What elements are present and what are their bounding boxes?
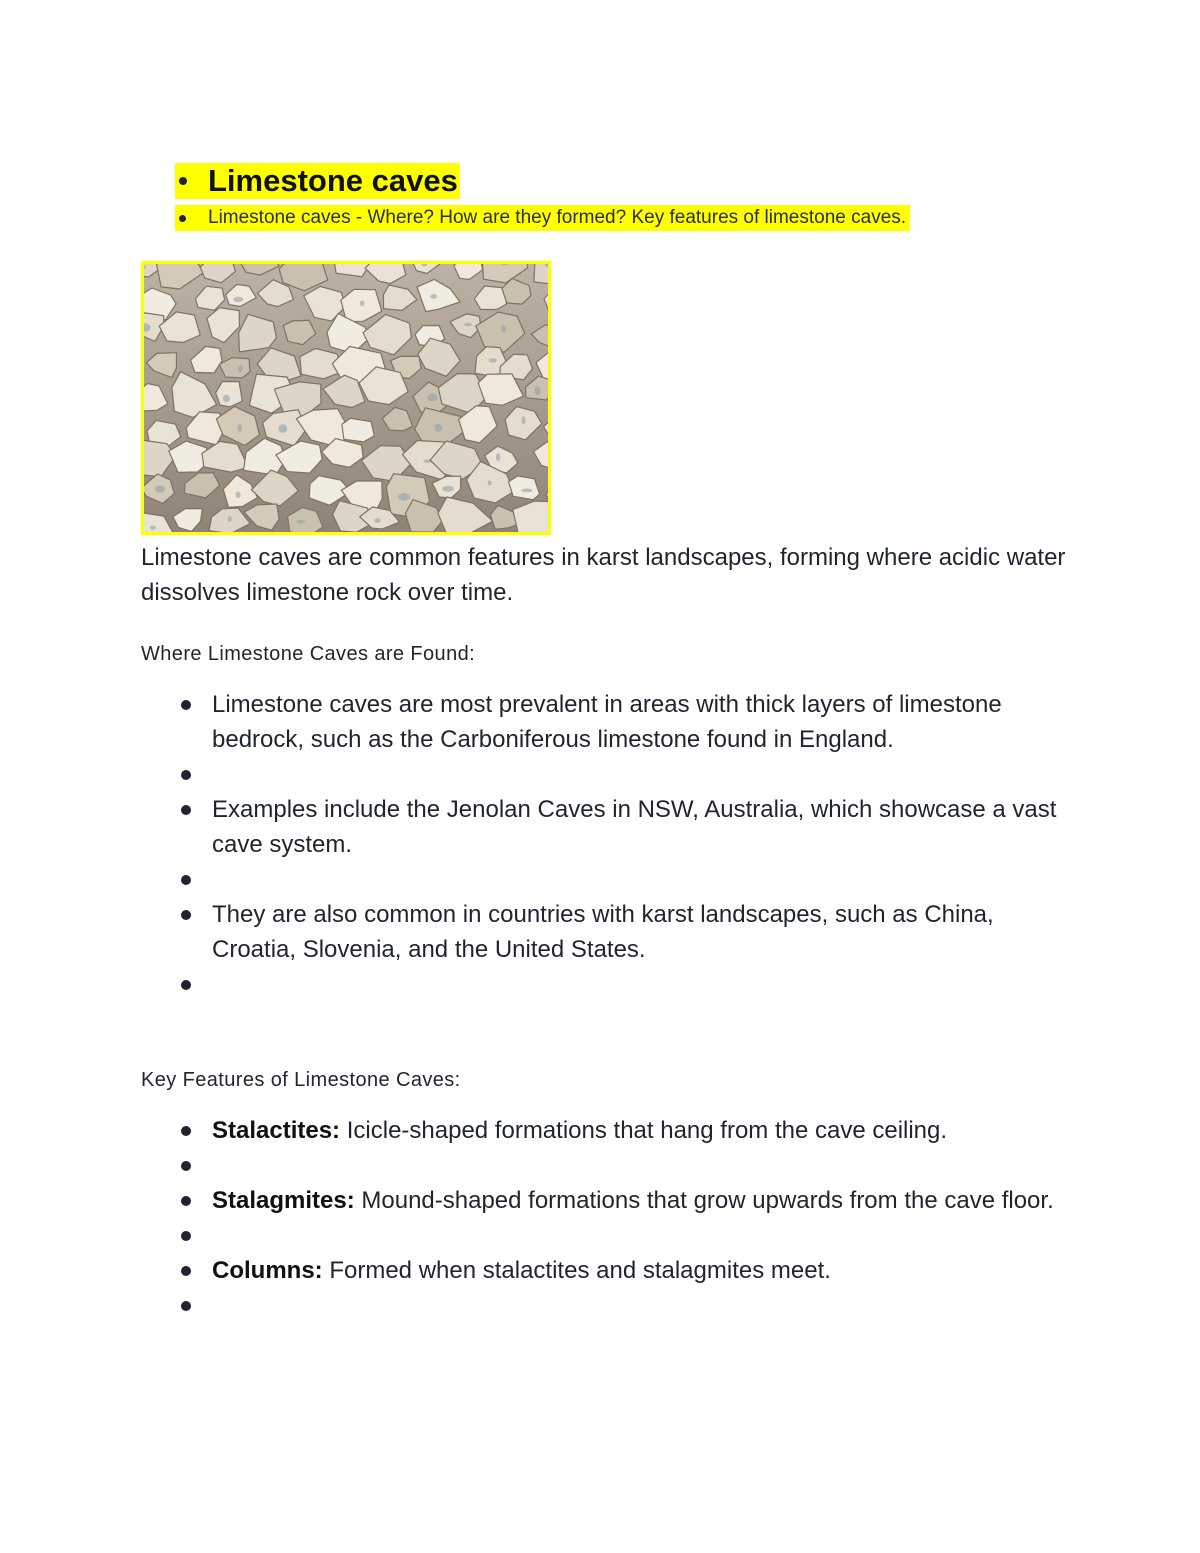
list-item: Limestone caves are most prevalent in areas with thick layers of limestone bedrock, such as the Carboniferous limestone found in England. xyxy=(141,687,1081,757)
list-item xyxy=(141,1148,1081,1183)
rock-spot xyxy=(155,485,165,492)
rock-spot xyxy=(435,424,443,432)
list-item xyxy=(141,967,1081,1002)
rock-spot xyxy=(488,481,492,486)
feature-description: Formed when stalactites and stalagmites meet. xyxy=(322,1257,831,1284)
list-item xyxy=(141,1218,1081,1253)
rock-spot xyxy=(489,358,497,362)
where-heading: Where Limestone Caves are Found: xyxy=(141,643,476,665)
features-list xyxy=(141,1113,1081,1323)
bullet-dot-icon xyxy=(179,215,186,222)
rock-spot xyxy=(427,394,437,402)
bullet-dot-icon xyxy=(179,177,187,185)
list-item xyxy=(141,1183,1081,1218)
rock-spot xyxy=(442,486,454,492)
intro-paragraph: Limestone caves are common features in karst landscapes, forming where acidic water dissolves limestone rock over time. xyxy=(141,544,1066,606)
rock-spot xyxy=(237,424,242,432)
page-subtitle: Limestone caves - Where? How are they formed? Key features of limestone caves. xyxy=(208,207,907,228)
list-item xyxy=(141,1253,1081,1288)
rock-spot xyxy=(521,489,532,493)
list-item xyxy=(141,1288,1081,1323)
rock-spot xyxy=(233,297,243,302)
rock-spot xyxy=(236,492,241,499)
rock-shape xyxy=(216,382,243,407)
limestone-rocks-photo xyxy=(141,261,551,535)
rock-spot xyxy=(228,516,232,522)
rock-spot xyxy=(535,386,541,395)
feature-description: Mound-shaped formations that grow upwards from the cave floor. xyxy=(354,1187,1054,1214)
list-item: They are also common in countries with karst landscapes, such as China, Croatia, Slovenia, and the United States. xyxy=(141,897,1081,967)
list-item xyxy=(141,862,1081,897)
feature-description: Icicle-shaped formations that hang from the cave ceiling. xyxy=(340,1117,948,1144)
rock-shape xyxy=(342,418,374,442)
subtitle-bullet xyxy=(175,205,910,231)
feature-term: Stalagmites: xyxy=(212,1187,355,1214)
rock-spot xyxy=(223,395,230,402)
limestone-rocks-image xyxy=(144,264,548,532)
rock-spot xyxy=(430,294,437,299)
rock-shape xyxy=(534,264,548,284)
page-title: Limestone caves xyxy=(208,163,458,198)
rock-shapes xyxy=(144,264,548,532)
where-list xyxy=(141,687,1081,1002)
rock-shape xyxy=(509,476,540,500)
rock-spot xyxy=(150,526,156,530)
list-item: Examples include the Jenolan Caves in NSW, Australia, which showcase a vast cave system. xyxy=(141,792,1081,862)
rock-spot xyxy=(501,325,506,332)
features-heading: Key Features of Limestone Caves: xyxy=(141,1069,461,1091)
rock-spot xyxy=(496,453,500,461)
feature-term: Columns: xyxy=(212,1257,323,1284)
feature-term: Stalactites: xyxy=(212,1117,341,1144)
rock-spot xyxy=(238,365,243,372)
list-item xyxy=(141,1113,1081,1148)
rock-spot xyxy=(297,520,305,524)
rock-spot xyxy=(464,323,472,326)
list-item xyxy=(141,757,1081,792)
rock-spot xyxy=(398,493,410,501)
rock-spot xyxy=(374,518,381,523)
title-bullet xyxy=(175,163,460,199)
rock-spot xyxy=(360,300,364,306)
rock-spot xyxy=(522,416,526,424)
rock-spot xyxy=(279,424,288,433)
